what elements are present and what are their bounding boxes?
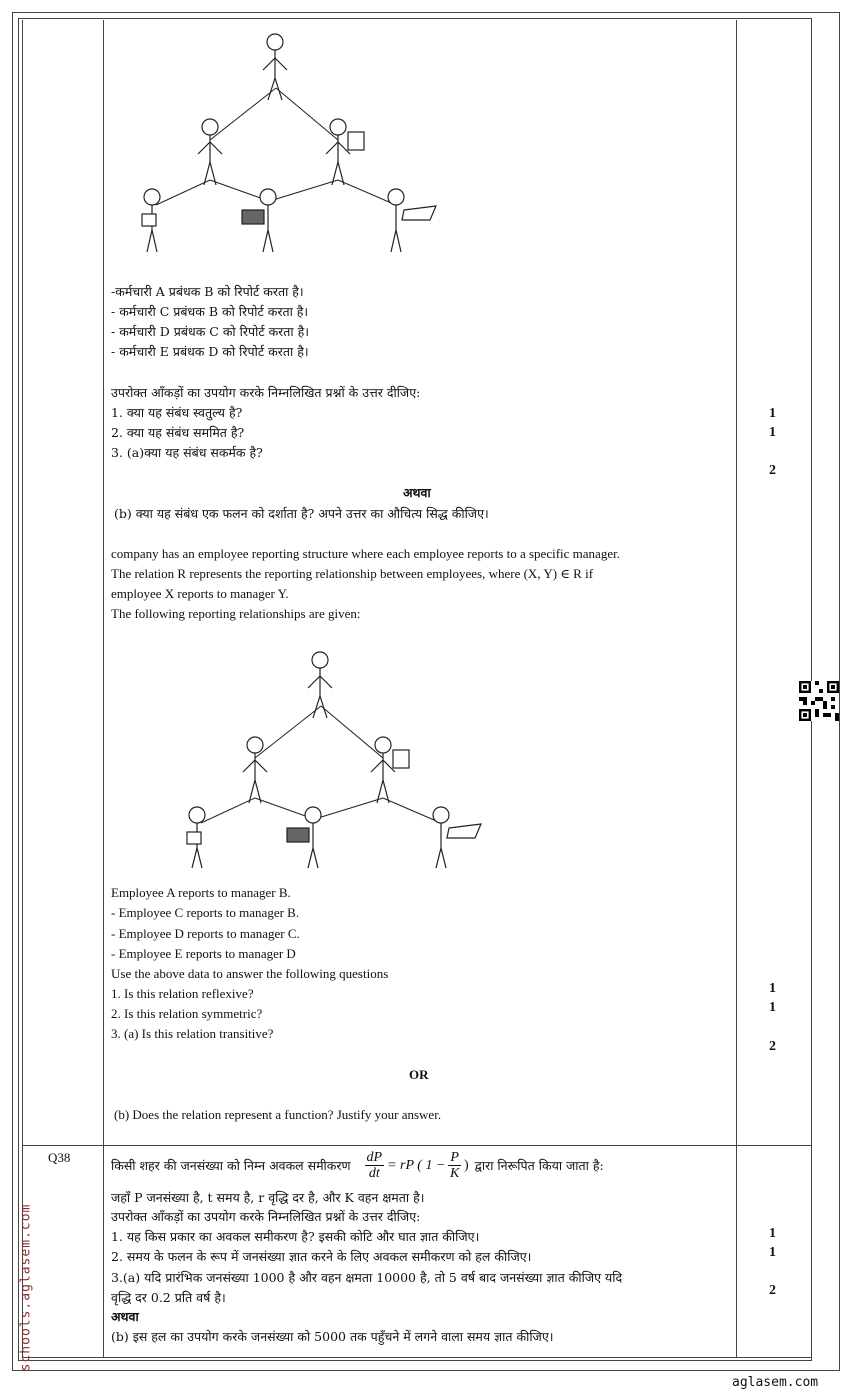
q38-question-2: 2. समय के फलन के रूप में जनसंख्या ज्ञात करने के लिए अवकल समीकरण को हल कीजिए। (111, 1249, 532, 1264)
side-watermark: schools.aglasem.com (18, 1203, 34, 1372)
mark-q1-hindi: 1 (769, 406, 776, 421)
english-intro-2: The relation R represents the reporting relationship between employees, where (X, Y) ∈ R if (111, 566, 594, 581)
eq-middle: = rP ( 1 − (387, 1157, 446, 1173)
english-intro-4: The following reporting relationships are given: (111, 606, 361, 621)
eq-lhs-numerator: dP (366, 1150, 383, 1165)
english-statement-2: - Employee C reports to manager B. (111, 905, 300, 920)
eq-rhs-fraction (448, 1150, 461, 1181)
hindi-statement-3: - कर्मचारी D प्रबंधक C को रिपोर्ट करता है। (111, 324, 310, 339)
mark-q1-english: 1 (769, 981, 776, 996)
eq-lhs-denominator: dt (368, 1166, 380, 1181)
english-or-label: OR (409, 1067, 429, 1082)
org-chart-illustration-hindi (138, 30, 440, 255)
footer-watermark: aglasem.com (732, 1375, 819, 1390)
english-instruction: Use the above data to answer the following questions (111, 966, 389, 981)
english-question-3b: (b) Does the relation represent a function? Justify your answer. (114, 1107, 442, 1122)
manager-left-figure (198, 119, 222, 185)
mark-q2-english: 1 (769, 1000, 776, 1015)
mark-q38-3: 2 (769, 1283, 776, 1298)
eq-rhs-denominator: K (450, 1166, 460, 1181)
hindi-statement-1: -कर्मचारी A प्रबंधक B को रिपोर्ट करता है। (111, 284, 304, 299)
eq-rhs-numerator: P (450, 1150, 459, 1165)
q38-line1-before: किसी शहर की जनसंख्या को निम्न अवकल समीकरण (111, 1157, 351, 1173)
q38-line1-after: द्वारा निरूपित किया जाता है: (474, 1157, 604, 1173)
hindi-question-3a: 3. (a)क्या यह संबंध सकर्मक है? (111, 445, 263, 460)
english-question-1: 1. Is this relation reflexive? (111, 986, 254, 1001)
q38-question-3a: 3.(a) यदि प्रारंभिक जनसंख्या 1000 है और वहन क्षमता 10000 है, तो 5 वर्ष बाद जनसंख्या ज्ञात कीजिए यदि (111, 1270, 623, 1285)
english-intro-3: employee X reports to manager Y. (111, 586, 289, 601)
english-intro-1: company has an employee reporting structure where each employee reports to a specific manager. (111, 546, 620, 561)
mark-q38-2: 1 (769, 1245, 776, 1260)
mark-q38-1: 1 (769, 1226, 776, 1241)
english-statement-4: - Employee E reports to manager D (111, 946, 296, 961)
q38-equation (365, 1150, 469, 1181)
column-divider-1 (103, 20, 104, 1358)
english-question-2: 2. Is this relation symmetric? (111, 1006, 263, 1021)
employee-figures (142, 189, 436, 252)
q38-or-label: अथवा (111, 1309, 139, 1324)
english-question-3a: 3. (a) Is this relation transitive? (111, 1026, 274, 1041)
q38-line2: जहाँ P जनसंख्या है, t समय है, r वृद्धि दर है, और K वहन क्षमता है। (111, 1190, 425, 1205)
hindi-question-2: 2. क्या यह संबंध सममित है? (111, 425, 245, 440)
mark-q2-hindi: 1 (769, 425, 776, 440)
hindi-question-3b: (b) क्या यह संबंध एक फलन को दर्शाता है? अपने उत्तर का औचित्य सिद्ध कीजिए। (114, 506, 489, 521)
q38-question-3a-cont: वृद्धि दर 0.2 प्रति वर्ष है। (111, 1290, 226, 1305)
english-statement-3: - Employee D reports to manager C. (111, 926, 300, 941)
q38-question-3b: (b) इस हल का उपयोग करके जनसंख्या को 5000 तक पहुँचने में लगने वाला समय ज्ञात कीजिए। (111, 1329, 554, 1344)
q38-instruction: उपरोक्त आँकड़ों का उपयोग करके निम्नलिखित प्रश्नों के उत्तर दीजिए: (111, 1209, 421, 1224)
question-number-q38: Q38 (48, 1150, 71, 1165)
hindi-statement-4: - कर्मचारी E प्रबंधक D को रिपोर्ट करता है। (111, 344, 309, 359)
column-divider-2 (736, 20, 737, 1358)
manager-top-figure (263, 34, 287, 100)
q38-question-1: 1. यह किस प्रकार का अवकल समीकरण है? इसकी कोटि और घात ज्ञात कीजिए। (111, 1229, 480, 1244)
qr-code (799, 681, 839, 721)
mark-q3-english: 2 (769, 1039, 776, 1054)
english-statement-1: Employee A reports to manager B. (111, 885, 291, 900)
hindi-statement-2: - कर्मचारी C प्रबंधक B को रिपोर्ट करता है। (111, 304, 309, 319)
hindi-question-1: 1. क्या यह संबंध स्वतुल्य है? (111, 405, 243, 420)
row-divider (22, 1145, 811, 1146)
org-chart-illustration-english (183, 648, 485, 870)
eq-close: ) (463, 1157, 469, 1173)
mark-q3-hindi: 2 (769, 463, 776, 478)
q38-line1 (111, 1150, 604, 1181)
table-left-border (22, 20, 23, 1358)
table-bottom-border (22, 1357, 811, 1358)
hindi-or-label: अथवा (403, 485, 431, 500)
hindi-instruction: उपरोक्त आँकड़ों का उपयोग करके निम्नलिखित प्रश्नों के उत्तर दीजिए: (111, 385, 421, 400)
eq-lhs-fraction (365, 1150, 385, 1181)
manager-right-figure (326, 119, 364, 185)
